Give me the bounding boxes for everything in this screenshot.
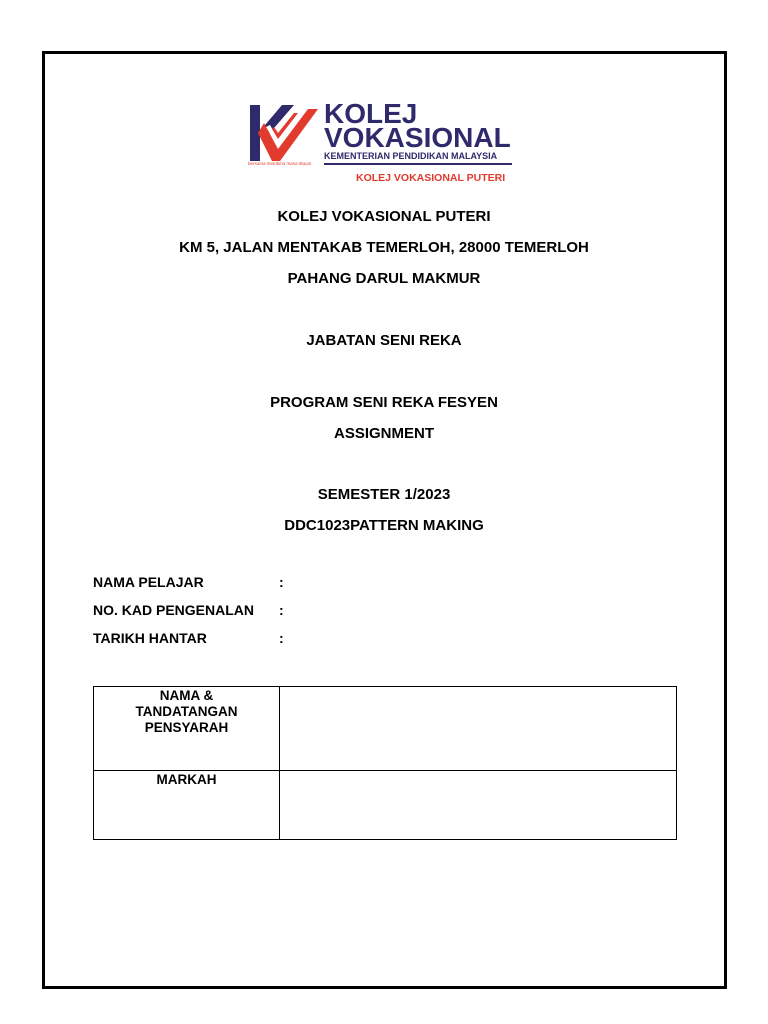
logo-word-vokasional: VOKASIONAL bbox=[324, 122, 511, 153]
field-colon: : bbox=[279, 630, 284, 646]
field-label: TARIKH HANTAR bbox=[93, 630, 207, 646]
document-type: ASSIGNMENT bbox=[333, 425, 434, 442]
table-row bbox=[94, 771, 677, 840]
logo-divider bbox=[324, 163, 512, 165]
logo-word-kolej: KOLEJ bbox=[324, 98, 418, 129]
field-label: NO. KAD PENGENALAN bbox=[93, 602, 255, 618]
lecturer-label: NAMA & TANDATANGAN PENSYARAH bbox=[135, 688, 238, 735]
logo-tagline: bersama membina masa depan bbox=[248, 161, 312, 166]
logo-college-name: KOLEJ VOKASIONAL PUTERI bbox=[356, 172, 506, 184]
lecturer-signature-cell[interactable] bbox=[280, 687, 677, 771]
institution-name: KOLEJ VOKASIONAL PUTERI bbox=[277, 208, 491, 225]
logo-ministry: KEMENTERIAN PENDIDIKAN MALAYSIA bbox=[324, 151, 498, 161]
address-line-2: PAHANG DARUL MAKMUR bbox=[287, 270, 481, 287]
field-label: NAMA PELAJAR bbox=[93, 574, 204, 590]
kv-logo-mark-icon bbox=[248, 103, 322, 165]
address-line-1: KM 5, JALAN MENTAKAB TEMERLOH, 28000 TEMERLOH bbox=[179, 239, 589, 256]
assessment-table bbox=[93, 686, 677, 840]
field-nama-pelajar[interactable] bbox=[93, 574, 284, 590]
college-logo bbox=[248, 98, 518, 188]
field-no-kad-pengenalan[interactable] bbox=[93, 602, 284, 618]
field-colon: : bbox=[279, 602, 284, 618]
lecturer-label-cell bbox=[94, 687, 280, 771]
marks-value-cell[interactable] bbox=[280, 771, 677, 840]
program-title: PROGRAM SENI REKA FESYEN bbox=[270, 394, 498, 411]
course-title: DDC1023PATTERN MAKING bbox=[284, 517, 484, 534]
department-title: JABATAN SENI REKA bbox=[306, 332, 462, 349]
marks-label: MARKAH bbox=[156, 772, 217, 787]
marks-label-cell bbox=[94, 771, 280, 840]
field-colon: : bbox=[279, 574, 284, 590]
field-tarikh-hantar[interactable] bbox=[93, 630, 284, 646]
semester-label: SEMESTER 1/2023 bbox=[317, 486, 451, 503]
table-row bbox=[94, 687, 677, 771]
